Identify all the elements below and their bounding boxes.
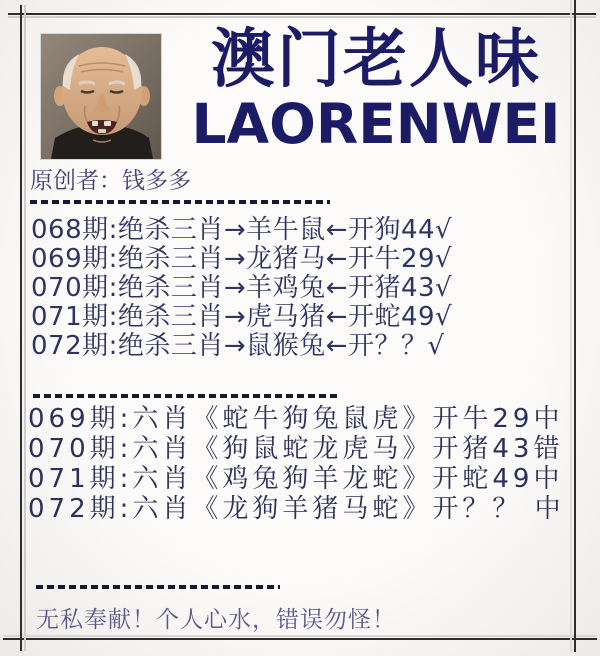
frame-line-bottom <box>3 638 597 640</box>
dashed-separator-1 <box>30 200 330 204</box>
site-title-pinyin: LAORENWEI <box>191 92 561 157</box>
dashed-separator-3 <box>36 585 280 589</box>
sansha-line-070: 070期:绝杀三肖→羊鸡兔←开猪43√ <box>31 273 453 303</box>
disclaimer-text: 无私奉献！个人心水，错误勿怪！ <box>36 607 396 633</box>
author-credit: 原创者：钱多多 <box>30 168 191 194</box>
liuxiao-line-072: 072期:六肖《龙狗羊猪马蛇》开？？ 中 <box>28 494 565 524</box>
liuxiao-predictions-block <box>28 404 565 524</box>
sansha-predictions-block <box>31 216 452 361</box>
liuxiao-line-071: 071期:六肖《鸡兔狗羊龙蛇》开蛇49中 <box>28 464 564 494</box>
frame-line-left <box>20 5 22 651</box>
old-man-photo <box>40 33 162 160</box>
sansha-line-071: 071期:绝杀三肖→虎马猪←开蛇49√ <box>31 302 453 332</box>
frame-line-right <box>574 0 576 652</box>
liuxiao-line-069: 069期:六肖《蛇牛狗兔鼠虎》开牛29中 <box>28 404 564 434</box>
liuxiao-line-070: 070期:六肖《狗鼠蛇龙虎马》开猪43错 <box>28 434 564 464</box>
header-title-block <box>178 23 574 157</box>
dashed-separator-2 <box>33 394 339 398</box>
sansha-line-068: 068期:绝杀三肖→羊牛鼠←开狗44√ <box>31 215 453 245</box>
site-title-chinese: 澳门老人味 <box>211 23 541 97</box>
old-man-photo-art <box>41 34 161 159</box>
sansha-line-069: 069期:绝杀三肖→龙猪马←开牛29√ <box>31 244 453 274</box>
sansha-line-072: 072期:绝杀三肖→鼠猴兔←开？？√ <box>31 331 445 361</box>
frame-line-top <box>8 13 596 15</box>
